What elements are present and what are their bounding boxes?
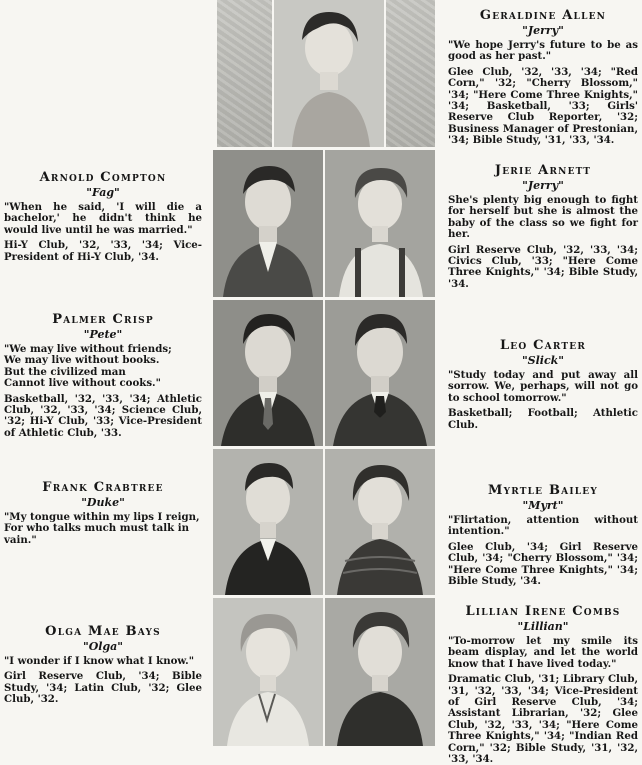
caption-geraldine-allen: [448, 8, 638, 147]
caption-leo-carter: [448, 338, 638, 431]
student-quote: "When he said, 'I will die a bachelor,' he didn't think he would live until he was married.": [4, 201, 202, 236]
student-nickname: "Fag": [86, 186, 120, 199]
caption-arnold-compton: [4, 170, 202, 263]
student-name: Olga Mae Bays: [45, 624, 161, 639]
student-quote: "My tongue within my lips I reign, For who talks much must talk in vain.": [4, 511, 200, 546]
student-activities: Dramatic Club, '31; Library Club, '31, '32, '33, '34; Vice-President of Girl Reserve Club, '34; Assistant Librarian, '32; Glee Club, '32, '33, '34; "Here Come Three Knights," '34; "Indian Red Corn," '32; Bible Study, '31, '32, '33, '34.: [448, 673, 638, 765]
student-activities: Hi-Y Club, '32, '33, '34; Vice-President of Hi-Y Club, '34.: [4, 239, 202, 263]
caption-jerie-arnett: [448, 163, 638, 290]
student-activities: Basketball, '32, '33, '34; Athletic Club, '32, '33, '34; Science Club, '32; Hi-Y Club, '33; Vice-President of Athletic Club, '33.: [4, 392, 202, 439]
student-nickname: "Myrt": [522, 499, 564, 512]
photo-myrtle-bailey: [325, 449, 435, 595]
photo-arnold-compton: [213, 150, 323, 297]
student-quote: "Study today and put away all sorrow. We, perhaps, will not go to school tomorrow.": [448, 369, 638, 404]
student-nickname: "Jerry": [522, 179, 564, 192]
student-name: Frank Crabtree: [42, 480, 164, 495]
student-quote: "Flirtation, attention without intention.": [448, 514, 638, 538]
student-activities: Girl Reserve Club, '32, '33, '34; Civics Club, '33; "Here Come Three Knights," '34; Bible Study, '34.: [448, 243, 638, 290]
student-activities: Basketball; Football; Athletic Club.: [448, 407, 638, 431]
portrait-icon: [274, 0, 384, 147]
caption-frank-crabtree: [4, 480, 202, 550]
student-name: Lillian Irene Combs: [465, 604, 621, 619]
student-name: Leo Carter: [499, 338, 587, 353]
student-nickname: "Duke": [81, 496, 125, 509]
photo-lillian-irene-combs: [325, 598, 435, 746]
caption-palmer-crisp: [4, 312, 202, 439]
portrait-icon: [213, 449, 323, 595]
portrait-icon: [325, 449, 435, 595]
student-activities: Glee Club, '34; Girl Reserve Club, '34; "Cherry Blossom," '34; "Here Come Three Knights," '34; Bible Study, '34.: [448, 540, 638, 588]
student-name: Arnold Compton: [39, 170, 167, 185]
caption-olga-mae-bays: [4, 624, 202, 706]
photo-blank-left: [217, 0, 272, 147]
student-name: Jerie Arnett: [494, 163, 592, 178]
student-nickname: "Jerry": [522, 24, 564, 37]
student-name: Myrtle Bailey: [488, 483, 598, 498]
photo-leo-carter: [325, 300, 435, 446]
portrait-icon: [213, 598, 323, 746]
caption-myrtle-bailey: [448, 483, 638, 587]
photo-olga-mae-bays: [213, 598, 323, 746]
student-nickname: "Lillian": [517, 620, 569, 633]
photo-blank-right: [386, 0, 435, 147]
photo-palmer-crisp: [213, 300, 323, 446]
student-quote: "We may live without friends; We may live without books. But the civilized man Cannot live without cooks.": [4, 343, 172, 390]
caption-lillian-irene-combs: [448, 604, 638, 765]
student-quote: "We hope Jerry's future to be as good as her past.": [448, 39, 638, 63]
portrait-icon: [213, 300, 323, 446]
portrait-icon: [325, 300, 435, 446]
student-activities: Girl Reserve Club, '34; Bible Study, '34; Latin Club, '32; Glee Club, '32.: [4, 670, 202, 706]
portrait-icon: [325, 150, 435, 297]
portrait-icon: [213, 150, 323, 297]
student-quote: She's plenty big enough to fight for herself but she is almost the baby of the class so we fight for her.: [448, 194, 638, 241]
student-nickname: "Olga": [82, 640, 124, 653]
student-quote: "I wonder if I know what I know.": [4, 655, 194, 667]
photo-frank-crabtree: [213, 449, 323, 595]
student-quote: "To-morrow let my smile its beam display, and let the world know that I have lived today.": [448, 635, 638, 670]
photo-geraldine-allen: [274, 0, 384, 147]
student-nickname: "Slick": [521, 354, 565, 367]
photo-jerie-arnett: [325, 150, 435, 297]
student-nickname: "Pete": [83, 328, 123, 341]
student-activities: Glee Club, '32, '33, '34; "Red Corn," '32; "Cherry Blossom," '34; "Here Come Three Knights," '34; Basketball, '33; Girls' Reserve Club Reporter, '32; Business Manager of Prestonian, '34; Bible Study, '31, '33, '34.: [448, 65, 638, 147]
student-name: Geraldine Allen: [479, 8, 607, 23]
portrait-icon: [325, 598, 435, 746]
student-name: Palmer Crisp: [52, 312, 154, 327]
